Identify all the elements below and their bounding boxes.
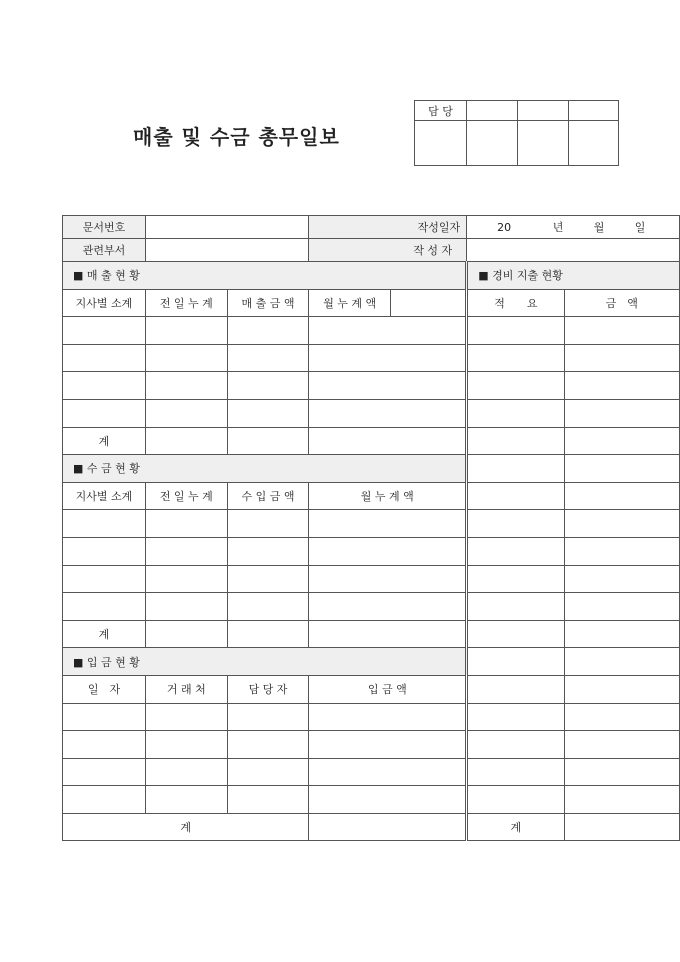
cell[interactable] — [309, 399, 467, 427]
cell[interactable] — [309, 620, 467, 648]
cell[interactable] — [467, 344, 564, 372]
signature-cell[interactable] — [467, 121, 518, 166]
cell[interactable] — [564, 482, 679, 510]
sales-total-label: 계 — [63, 427, 146, 455]
collection-section-title: ■ 수 금 현 황 — [63, 455, 467, 483]
table-row — [63, 758, 680, 786]
cell[interactable] — [467, 317, 564, 345]
cell[interactable] — [63, 758, 146, 786]
cell[interactable] — [467, 510, 564, 538]
cell[interactable] — [227, 731, 309, 759]
cell[interactable] — [564, 758, 679, 786]
dept-label: 관련부서 — [63, 239, 146, 262]
table-row — [63, 510, 680, 538]
cell[interactable] — [467, 399, 564, 427]
expense-total-label: 계 — [467, 813, 564, 841]
expense-col-header: 적 요 — [467, 289, 564, 317]
cell[interactable] — [564, 317, 679, 345]
cell[interactable] — [145, 399, 227, 427]
cell[interactable] — [145, 758, 227, 786]
deposit-col-header: 입 금 액 — [309, 675, 467, 703]
table-row — [63, 372, 680, 400]
date-year: 20 — [497, 221, 512, 234]
sales-col-header: 매 출 금 액 — [227, 289, 309, 317]
cell[interactable] — [227, 399, 309, 427]
cell[interactable] — [309, 317, 467, 345]
cell[interactable] — [227, 537, 309, 565]
cell[interactable] — [309, 565, 467, 593]
collection-col-header: 월 누 계 액 — [309, 482, 467, 510]
table-row — [63, 565, 680, 593]
cell[interactable] — [467, 731, 564, 759]
collection-col-header: 지사별 소계 — [63, 482, 146, 510]
collection-col-header: 전 일 누 계 — [145, 482, 227, 510]
approval-cell[interactable] — [569, 101, 619, 121]
cell[interactable] — [309, 731, 467, 759]
cell[interactable] — [227, 703, 309, 731]
doc-no-input[interactable] — [145, 216, 308, 239]
cell[interactable] — [227, 427, 309, 455]
cell[interactable] — [309, 344, 467, 372]
cell[interactable] — [227, 317, 309, 345]
cell[interactable] — [467, 703, 564, 731]
cell[interactable] — [467, 675, 564, 703]
cell[interactable] — [63, 537, 146, 565]
table-row — [63, 731, 680, 759]
table-row — [63, 620, 680, 648]
cell[interactable] — [467, 593, 564, 621]
cell[interactable] — [145, 731, 227, 759]
cell[interactable] — [227, 344, 309, 372]
cell[interactable] — [467, 786, 564, 814]
cell[interactable] — [564, 675, 679, 703]
cell[interactable] — [564, 620, 679, 648]
date-day-unit: 일 — [634, 221, 646, 234]
writer-label: 작 성 자 — [309, 239, 467, 262]
cell[interactable] — [309, 593, 467, 621]
cell[interactable] — [467, 565, 564, 593]
cell[interactable] — [564, 786, 679, 814]
cell[interactable] — [145, 703, 227, 731]
expense-section-title: ■ 경비 지출 현황 — [467, 262, 680, 290]
cell[interactable] — [145, 593, 227, 621]
cell[interactable] — [564, 344, 679, 372]
table-row — [63, 786, 680, 814]
cell[interactable] — [227, 510, 309, 538]
written-date-input[interactable] — [467, 216, 680, 239]
cell[interactable] — [63, 317, 146, 345]
date-month-unit: 월 — [593, 221, 605, 234]
date-year-unit: 년 — [552, 221, 564, 234]
expense-col-header: 금 액 — [564, 289, 679, 317]
cell[interactable] — [309, 537, 467, 565]
approval-cell[interactable] — [518, 101, 569, 121]
cell[interactable] — [63, 510, 146, 538]
table-row — [63, 399, 680, 427]
approval-label: 담 당 — [415, 101, 467, 121]
sales-col-header: 전 일 누 계 — [145, 289, 227, 317]
approval-cell[interactable] — [467, 101, 518, 121]
dept-input[interactable] — [145, 239, 308, 262]
cell[interactable] — [63, 372, 146, 400]
cell[interactable] — [63, 344, 146, 372]
writer-input[interactable] — [467, 239, 680, 262]
signature-cell[interactable] — [518, 121, 569, 166]
deposit-total-label: 계 — [63, 813, 309, 841]
cell[interactable] — [227, 565, 309, 593]
cell[interactable] — [309, 372, 467, 400]
deposit-col-header: 담 당 자 — [227, 675, 309, 703]
cell[interactable] — [227, 758, 309, 786]
report-table — [62, 215, 680, 841]
cell[interactable] — [467, 620, 564, 648]
cell[interactable] — [564, 593, 679, 621]
written-date-label: 작성일자 — [309, 216, 467, 239]
cell[interactable] — [227, 372, 309, 400]
cell[interactable] — [145, 537, 227, 565]
cell[interactable] — [467, 455, 564, 483]
cell[interactable] — [467, 537, 564, 565]
cell[interactable] — [467, 758, 564, 786]
cell[interactable] — [145, 344, 227, 372]
deposit-section-title: ■ 입 금 현 황 — [63, 648, 467, 676]
cell[interactable] — [564, 510, 679, 538]
table-row — [63, 703, 680, 731]
table-row — [63, 593, 680, 621]
cell[interactable] — [63, 593, 146, 621]
deposit-col-header: 일 자 — [63, 675, 146, 703]
cell[interactable] — [145, 372, 227, 400]
cell[interactable] — [145, 786, 227, 814]
cell[interactable] — [467, 648, 564, 676]
cell[interactable] — [145, 565, 227, 593]
cell[interactable] — [227, 620, 309, 648]
cell[interactable] — [467, 372, 564, 400]
signature-cell[interactable] — [569, 121, 619, 166]
sales-col-header: 지사별 소계 — [63, 289, 146, 317]
cell[interactable] — [467, 482, 564, 510]
approval-box — [414, 100, 619, 166]
sales-col-header-spacer — [391, 289, 467, 317]
cell[interactable] — [63, 703, 146, 731]
expense-total-value[interactable] — [564, 813, 679, 841]
deposit-total-value[interactable] — [309, 813, 467, 841]
cell[interactable] — [63, 565, 146, 593]
cell[interactable] — [309, 703, 467, 731]
signature-cell[interactable] — [415, 121, 467, 166]
cell[interactable] — [564, 399, 679, 427]
collection-col-header: 수 입 금 액 — [227, 482, 309, 510]
cell[interactable] — [564, 372, 679, 400]
cell[interactable] — [145, 510, 227, 538]
table-row — [63, 344, 680, 372]
page-title: 매출 및 수금 총무일보 — [133, 125, 340, 149]
sales-col-header: 월 누 계 액 — [309, 289, 391, 317]
cell[interactable] — [564, 731, 679, 759]
cell[interactable] — [309, 786, 467, 814]
table-row — [63, 537, 680, 565]
table-row — [63, 317, 680, 345]
cell[interactable] — [467, 427, 564, 455]
doc-no-label: 문서번호 — [63, 216, 146, 239]
table-row — [63, 427, 680, 455]
deposit-col-header: 거 래 처 — [145, 675, 227, 703]
cell[interactable] — [63, 399, 146, 427]
cell[interactable] — [564, 455, 679, 483]
cell[interactable] — [564, 537, 679, 565]
cell[interactable] — [309, 427, 467, 455]
cell[interactable] — [227, 593, 309, 621]
cell[interactable] — [564, 703, 679, 731]
cell[interactable] — [145, 427, 227, 455]
cell[interactable] — [227, 786, 309, 814]
cell[interactable] — [309, 758, 467, 786]
collection-total-label: 계 — [63, 620, 146, 648]
cell[interactable] — [63, 786, 146, 814]
sales-section-title: ■ 매 출 현 황 — [63, 262, 467, 290]
cell[interactable] — [564, 427, 679, 455]
cell[interactable] — [564, 565, 679, 593]
cell[interactable] — [145, 620, 227, 648]
cell[interactable] — [309, 510, 467, 538]
cell[interactable] — [63, 731, 146, 759]
cell[interactable] — [145, 317, 227, 345]
cell[interactable] — [564, 648, 679, 676]
